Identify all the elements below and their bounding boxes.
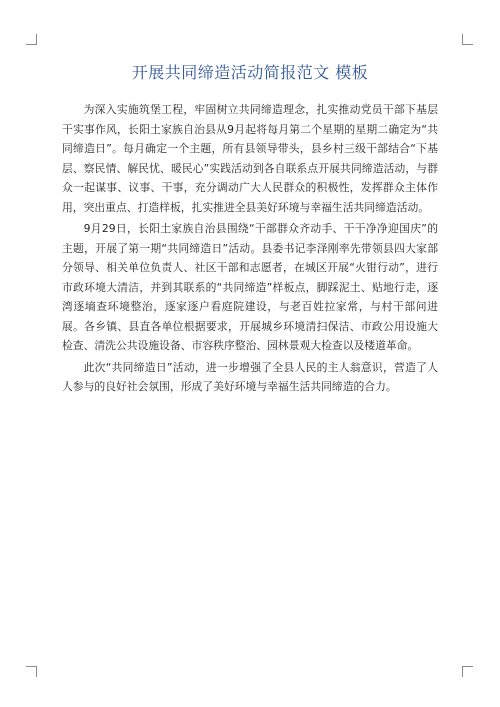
crop-mark-bottom-right bbox=[462, 666, 473, 677]
crop-mark-bottom-left bbox=[26, 666, 37, 677]
document-body bbox=[62, 100, 438, 397]
crop-mark-top-right bbox=[462, 34, 473, 45]
paragraph-event: 9月29日，长阳土家族自治县围绕“干部群众齐动手、干干净净迎国庆”的主题，开展了第一期“共同缔造日”活动。县委书记李泽刚率先带领县四大家部分领导、相关单位负责人、社区干部和志愿者，在城区开展“火钳行动”，进行市政环境大清洁，并到其联系的“共同缔造”样板点，脚踩泥土、贴地行走，逐湾逐墒查环境整治，逐家逐户看庭院建设，与老百姓拉家常，与村干部问进展。各乡镇、县直各单位根据要求，开展城乡环境清扫保洁、市政公用设施大检查、清洗公共设施设备、市容秩序整治、园林景观大检查以及楼道革命。 bbox=[62, 222, 438, 352]
crop-mark-top-left bbox=[26, 34, 37, 45]
paragraph-summary: 此次“共同缔造日”活动，进一步增强了全县人民的主人翁意识，营造了人人参与的良好社会氛围，形成了美好环境与幸福生活共同缔造的合力。 bbox=[62, 360, 438, 393]
document-title: 开展共同缔造活动简报范文 模板 bbox=[131, 63, 369, 82]
paragraph-intro: 为深入实施筑堡工程，牢固树立共同缔造理念，扎实推动党员干部下基层干实事作风，长阳土家族自治县从9月起将每月第二个星期的星期二确定为“共同缔造日”。每月确定一个主题，所有县领导带头，县乡村三级干部结合“下基层、察民情、解民忧、暖民心”实践活动到各自联系点开展共同缔造活动，与群众一起谋事、议事、干事，充分调动广大人民群众的积极性，发挥群众主体作用，突出重点、打造样板，扎实推进全县美好环境与幸福生活共同缔造活动。 bbox=[62, 103, 438, 214]
